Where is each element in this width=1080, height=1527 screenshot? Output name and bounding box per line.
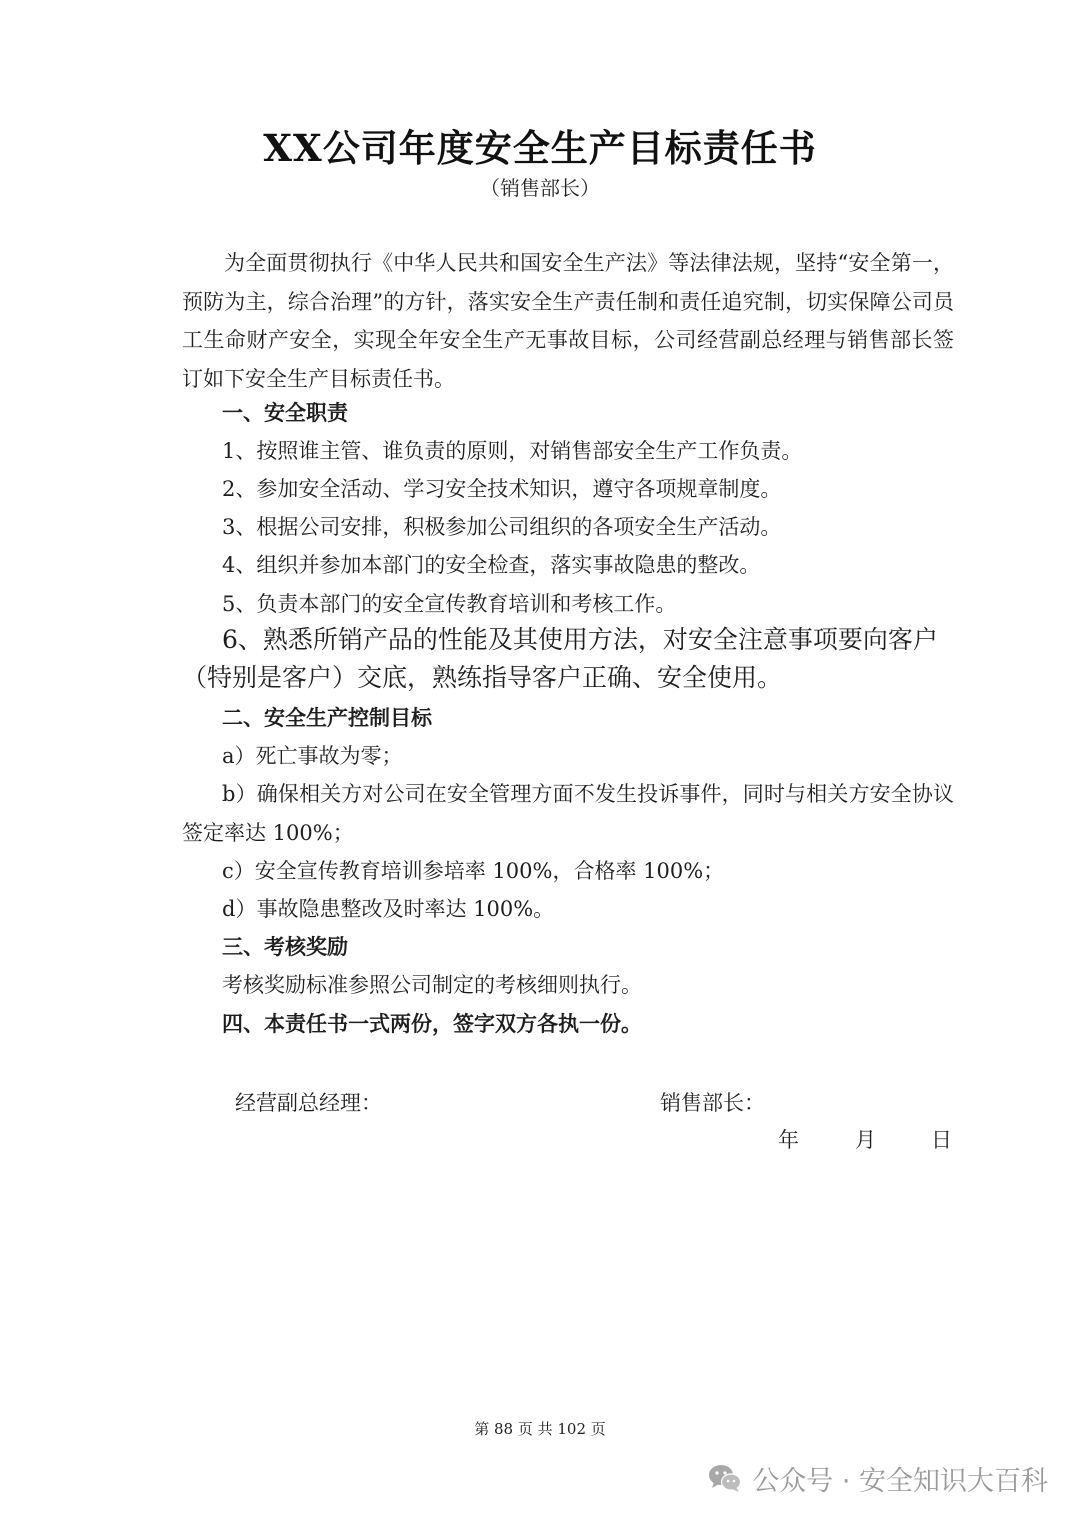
watermark-text: 公众号 · 安全知识大百科 — [752, 1465, 1048, 1497]
signature-left-label: 经营副总经理： — [235, 1091, 382, 1115]
duty-item-3: 3、根据公司安排，积极参加公司组织的各项安全生产活动。 — [222, 515, 782, 539]
intro-paragraph: 为全面贯彻执行《中华人民共和国安全生产法》等法律法规，坚持“安全第一，预防为主，综合治理”的方针，落实安全生产责任制和责任追究制，切实保障公司员工生命财产安全，实现全年安全生产无事故目标，公司经营副总经理与销售部长签订如下安全生产目标责任书。 — [182, 251, 954, 391]
section3-heading: 三、考核奖励 — [222, 934, 348, 959]
target-item-d: d）事故隐患整改及时率达 100%。 — [222, 897, 555, 921]
target-item-b: b）确保相关方对公司在安全管理方面不发生投诉事件，同时与相关方安全协议签定率达 100%； — [182, 782, 954, 845]
date-month-label: 月 — [855, 1128, 876, 1152]
signature-right-label: 销售部长： — [660, 1091, 765, 1115]
target-item-c: c）安全宣传教育培训参培率 100%，合格率 100%； — [222, 859, 725, 883]
document-title: XX公司年度安全生产目标责任书 — [263, 126, 817, 170]
duty-item-2: 2、参加安全活动、学习安全技术知识，遵守各项规章制度。 — [222, 477, 782, 501]
date-year-label: 年 — [778, 1128, 799, 1152]
duty-item-6: 6、熟悉所销产品的性能及其使用方法，对安全注意事项要向客户（特别是客户）交底，熟练指导客户正确、安全使用。 — [182, 625, 938, 692]
section2-heading: 二、安全生产控制目标 — [222, 705, 432, 730]
duty-item-4: 4、组织并参加本部门的安全检查，落实事故隐患的整改。 — [222, 553, 761, 577]
wechat-icon — [708, 1463, 742, 1493]
watermark — [708, 1458, 1048, 1498]
duty-item-5: 5、负责本部门的安全宣传教育培训和考核工作。 — [222, 592, 677, 616]
section3-text: 考核奖励标准参照公司制定的考核细则执行。 — [222, 973, 642, 997]
date-day-label: 日 — [931, 1128, 952, 1152]
section4-heading: 四、本责任书一式两份，签字双方各执一份。 — [222, 1011, 642, 1036]
section1-heading: 一、安全职责 — [222, 400, 348, 425]
target-item-a: a）死亡事故为零； — [222, 744, 403, 768]
duty-item-1: 1、按照谁主管、谁负责的原则，对销售部安全生产工作负责。 — [222, 439, 803, 463]
document-subtitle: （销售部长） — [480, 176, 600, 200]
page-footer: 第 88 页 共 102 页 — [474, 1420, 606, 1438]
